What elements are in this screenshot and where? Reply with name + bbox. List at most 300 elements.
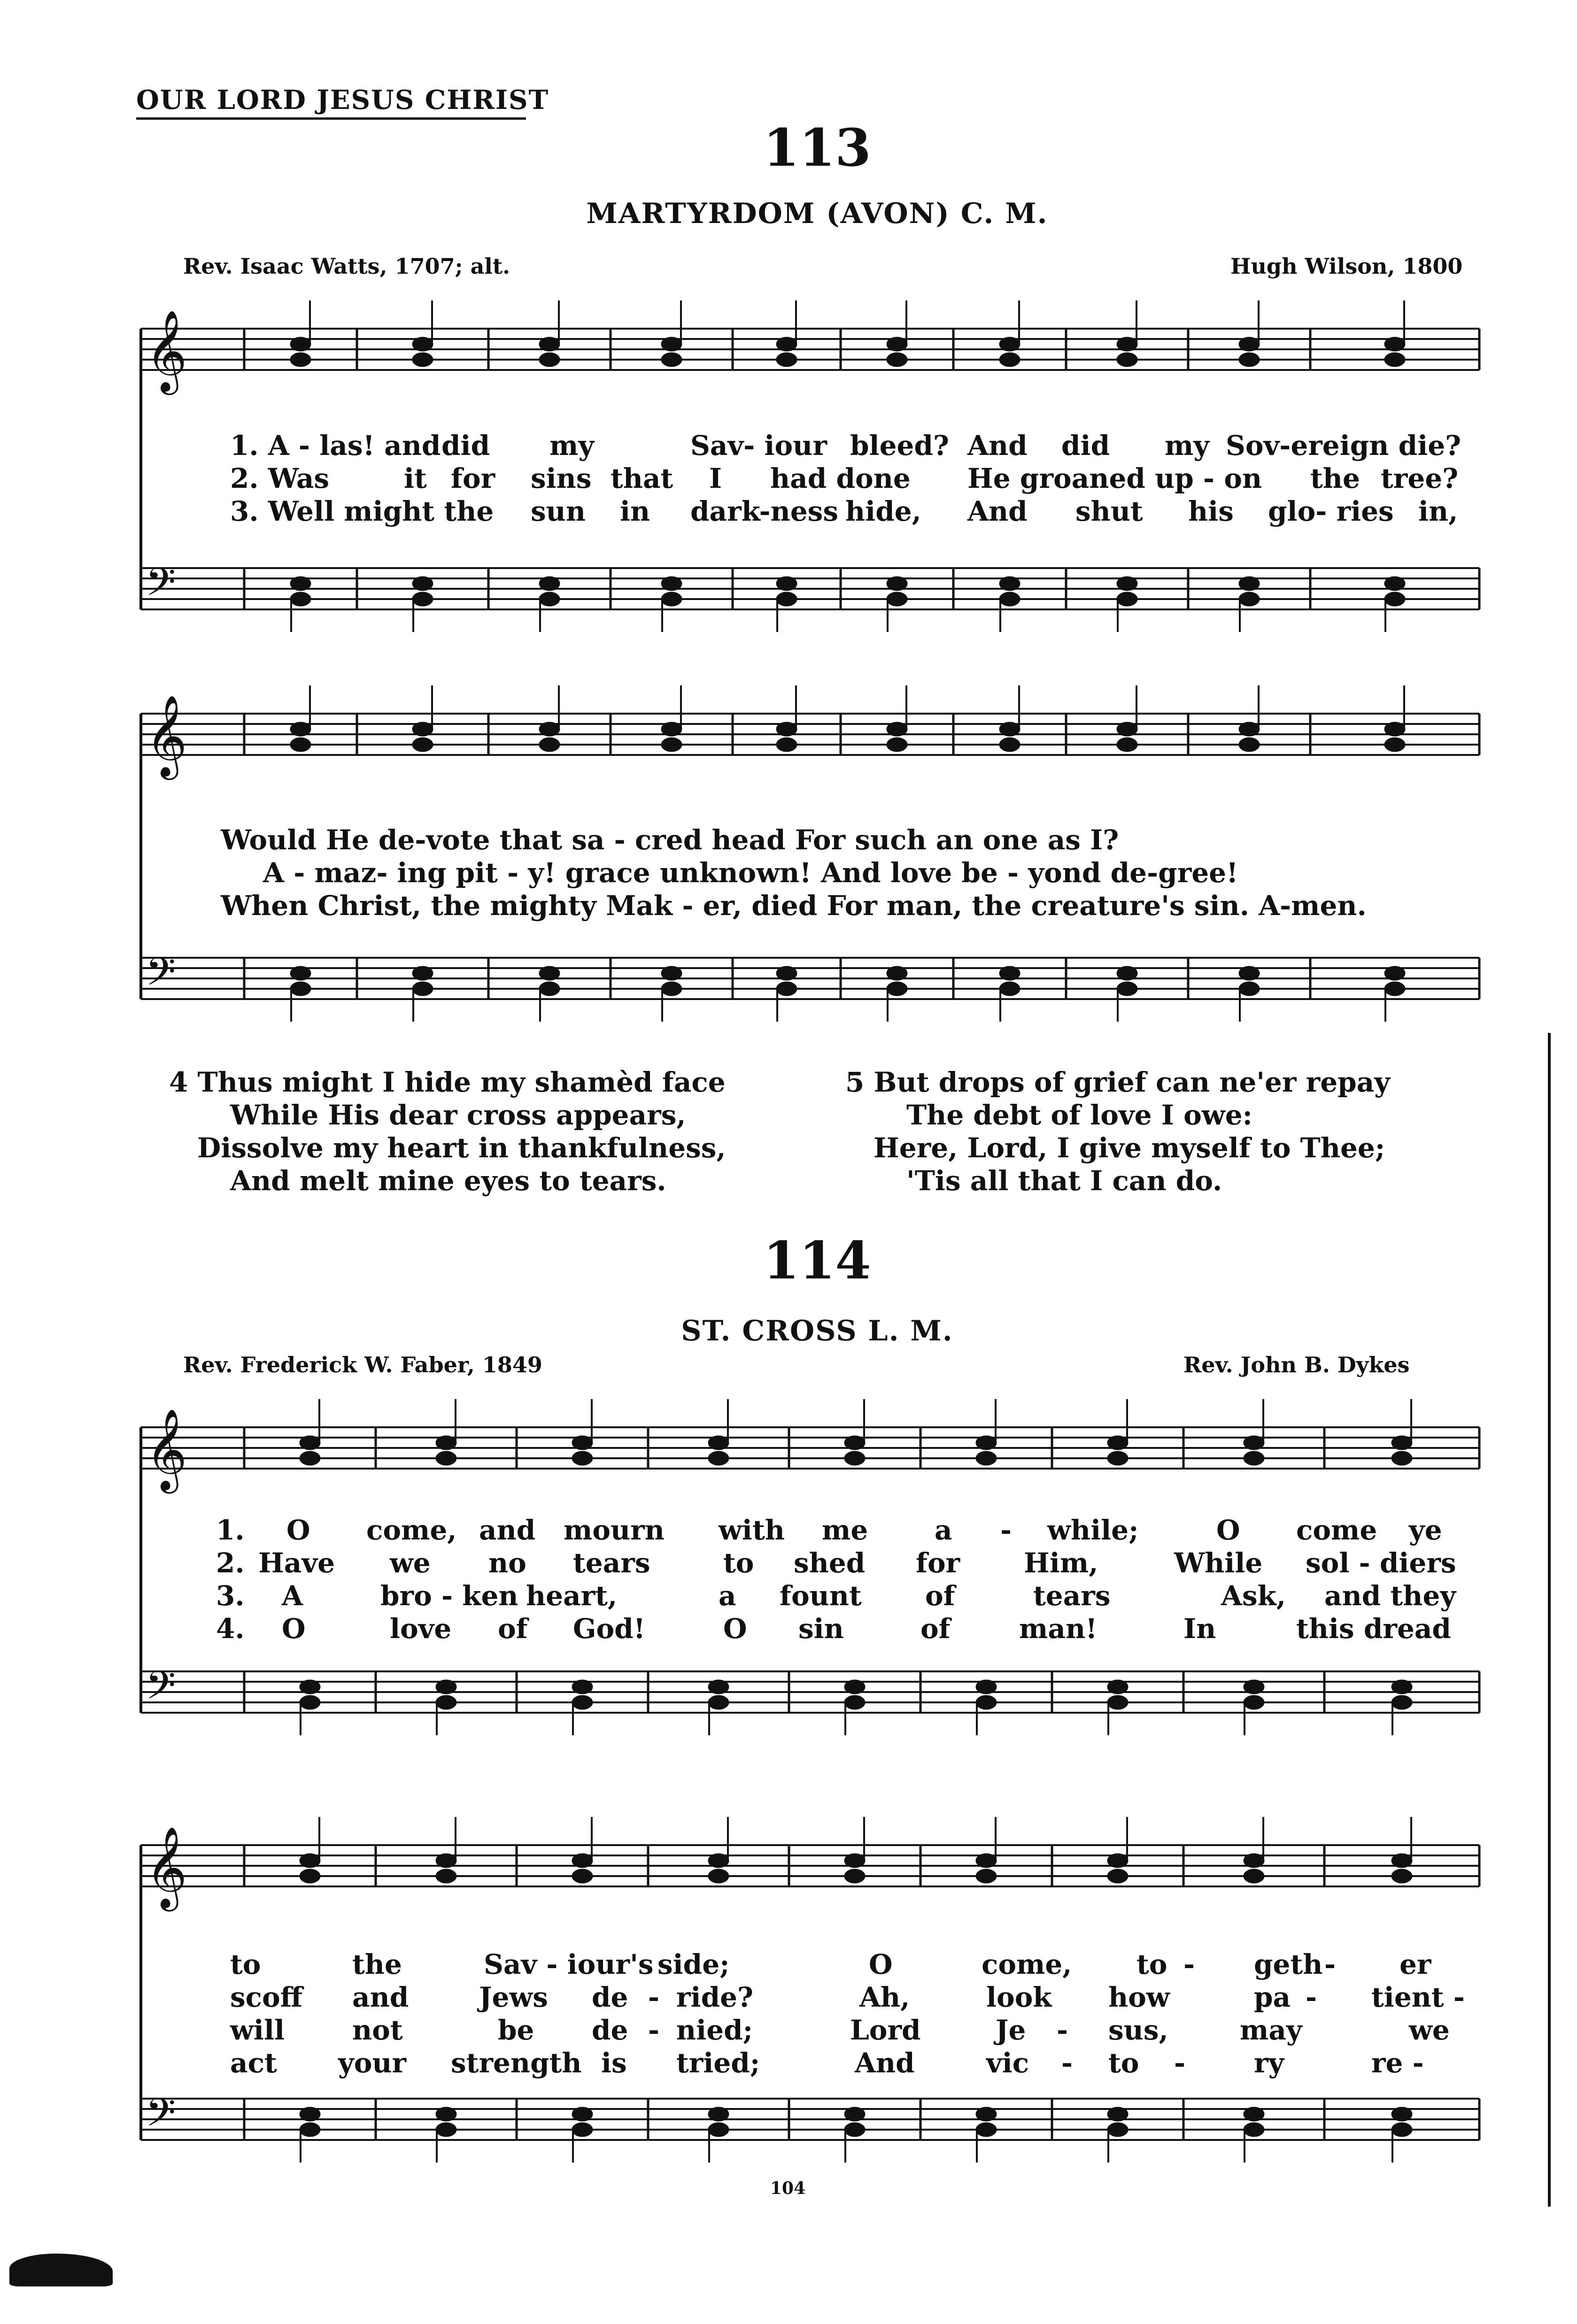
note-head [887,966,907,980]
hymn-113-sys2-line1 [141,824,1484,857]
note-head [1384,337,1405,351]
lyric: O [869,1948,893,1980]
lyric: will [230,2014,285,2046]
lyric: with [719,1514,785,1546]
note-head [776,353,797,367]
stanza-line: 'Tis all that I can do. [906,1165,1222,1197]
note-head [708,1854,729,1868]
note-head [436,2123,456,2137]
note-head [1244,1451,1264,1465]
lyric: de [592,2014,628,2046]
note-head [436,1854,456,1868]
lyric: 4. [216,1613,245,1645]
lyric: Sov-ereign die? [1226,430,1461,462]
lyric: - [1183,1948,1195,1980]
lyric: act [230,2047,277,2079]
note-head [661,982,682,996]
lyric: this dread [1296,1613,1451,1645]
lyric: glo- ries [1268,495,1394,527]
note-head [1239,966,1260,980]
note-head [661,966,682,980]
lyric: to [723,1547,754,1579]
treble-clef-icon: 𝄞 [146,1408,187,1490]
lyric: my [1165,430,1210,462]
lyric: 1. [216,1514,245,1546]
note-head [1244,1436,1264,1450]
note-head [300,2123,320,2137]
lyric: - [1000,1514,1012,1546]
lyric: sol - diers [1306,1547,1456,1579]
lyric: geth [1254,1948,1323,1980]
bass-clef-icon: 𝄢 [146,949,176,1004]
note-head [887,592,907,606]
note-head [999,577,1020,591]
lyric: for [451,462,495,494]
note-head [412,577,433,591]
note-head [661,722,682,736]
hymn-114-composer: Rev. John B. Dykes [1183,1352,1410,1377]
note-head [976,1854,997,1868]
note-head [887,738,907,752]
note-head [661,337,682,351]
lyric: to [230,1948,261,1980]
note-head [1107,1869,1128,1883]
note-head [976,1680,997,1694]
hymn-113-sys1-line2 [141,462,1484,495]
note-head [844,1854,865,1868]
note-head [572,2107,593,2121]
lyric: not [352,2014,403,2046]
note-head [572,2123,593,2137]
lyric: Have [258,1547,335,1579]
lyric: A [282,1580,303,1612]
lyric: of [498,1613,528,1645]
lyric: tient - [1371,1981,1465,2013]
note-head [776,738,797,752]
note-head [412,982,433,996]
lyric: bro - ken [380,1580,518,1612]
note-head [290,738,311,752]
note-head [1239,337,1260,351]
note-head [436,1869,456,1883]
note-head [539,738,560,752]
note-head [436,1451,456,1465]
lyric: love [390,1613,452,1645]
note-head [708,1869,729,1883]
lyric: Sav- iour [690,430,827,462]
lyric: is [601,2047,627,2079]
note-head [1117,982,1137,996]
note-head [1107,2123,1128,2137]
note-head [290,592,311,606]
note-head [436,1436,456,1450]
hymn-113-author: Rev. Isaac Watts, 1707; alt. [183,254,510,279]
lyric: come, [982,1948,1072,1980]
note-head [1391,1436,1412,1450]
note-head [1391,1451,1412,1465]
lyric: did [1061,430,1110,462]
stanza-line: 5 But drops of grief can ne'er repay [845,1066,1390,1098]
note-head [1384,592,1405,606]
note-head [661,353,682,367]
note-head [1107,1436,1128,1450]
lyric: sun [531,495,586,527]
note-head [572,1869,593,1883]
hymn-114-author: Rev. Frederick W. Faber, 1849 [183,1352,542,1377]
note-head [1384,738,1405,752]
note-head [539,337,560,351]
lyric: of [925,1580,955,1612]
lyric: to [1136,1948,1167,1980]
note-head [300,1869,320,1883]
lyric: I [709,462,722,494]
lyric: mourn [564,1514,665,1546]
note-head [300,2107,320,2121]
note-head [999,353,1020,367]
note-head [290,353,311,367]
lyric: for [916,1547,960,1579]
note-head [1117,966,1137,980]
lyric: pa [1254,1981,1291,2013]
note-head [1117,353,1137,367]
lyric: Would He de-vote that sa - cred head For such an one as I? [221,824,1119,856]
note-head [539,722,560,736]
note-head [290,722,311,736]
lyric: his [1188,495,1234,527]
lyric: shed [794,1547,866,1579]
note-head [1244,1680,1264,1694]
stanza-line: 4 Thus might I hide my shamèd face [169,1066,726,1098]
hymn-113-sys2-line3 [141,890,1484,923]
note-head [1239,982,1260,996]
note-head [290,337,311,351]
note-head [1384,577,1405,591]
note-head [1107,2107,1128,2121]
note-head [708,1436,729,1450]
lyric: - [1057,2014,1068,2046]
bass-clef-icon: 𝄢 [146,2090,176,2145]
note-head [1384,722,1405,736]
lyric: come [1296,1514,1377,1546]
hymn-114-sys1-line4 [141,1613,1484,1646]
lyric: man! [1019,1613,1098,1645]
note-head [1117,722,1137,736]
note-head [1391,1695,1412,1709]
lyric: - [648,2014,660,2046]
lyric: He groaned up - on [967,462,1262,494]
note-head [999,337,1020,351]
note-head [844,1451,865,1465]
lyric: the [352,1948,402,1980]
lyric: bleed? [850,430,949,462]
stanza-line: While His dear cross appears, [230,1099,686,1131]
note-head [1239,577,1260,591]
lyric: In [1183,1613,1216,1645]
note-head [776,966,797,980]
note-head [1244,1695,1264,1709]
note-head [887,353,907,367]
note-head [1107,1854,1128,1868]
lyric: a [719,1580,736,1612]
note-head [1239,738,1260,752]
lyric: - [648,1981,660,2013]
note-head [436,1695,456,1709]
note-head [1391,2123,1412,2137]
lyric: and they [1324,1580,1456,1612]
lyric: 1. A - las! and [230,430,441,462]
page-number: 104 [770,2178,806,2198]
lyric: had done [770,462,911,494]
note-head [572,1695,593,1709]
lyric: Jews [479,1981,548,2013]
note-head [708,1695,729,1709]
note-head [844,1680,865,1694]
note-head [436,2107,456,2121]
lyric: we [1409,2014,1450,2046]
lyric: God! [573,1613,646,1645]
hymn-113-tune: MARTYRDOM (AVON) C. M. [586,197,1048,230]
lyric: heart, [526,1580,618,1612]
lyric: and [479,1514,536,1546]
lyric: Ask, [1221,1580,1286,1612]
lyric: O [723,1613,747,1645]
note-head [976,2107,997,2121]
lyric: it [404,462,427,494]
stanza-line: And melt mine eyes to tears. [230,1165,666,1197]
lyric: - [1174,2047,1186,2079]
note-head [539,982,560,996]
hymn-114-sys1-line3 [141,1580,1484,1613]
note-head [1117,337,1137,351]
lyric: When Christ, the mighty Mak - er, died For man, the creature's sin. A-men. [221,890,1367,922]
note-head [999,982,1020,996]
lyric: be [498,2014,534,2046]
treble-clef-icon: 𝄞 [146,310,187,392]
stanza-line: Dissolve my heart in thankfulness, [197,1132,726,1164]
note-head [572,1854,593,1868]
lyric: sins [531,462,592,494]
note-head [776,722,797,736]
lyric: how [1108,1981,1170,2013]
lyric: me [822,1514,868,1546]
note-head [1117,577,1137,591]
note-head [844,2107,865,2121]
note-head [708,2107,729,2121]
section-header: OUR LORD JESUS CHRIST [136,85,549,115]
hymn-113-sys2-line2 [141,857,1484,890]
note-head [776,337,797,351]
lyric: scoff [230,1981,303,2013]
note-head [844,1436,865,1450]
note-head [887,722,907,736]
lyric: in, [1418,495,1458,527]
note-head [1384,353,1405,367]
treble-clef-icon: 𝄞 [146,695,187,777]
note-head [1239,353,1260,367]
note-head [887,982,907,996]
lyric: vic [986,2047,1029,2079]
note-head [290,577,311,591]
lyric: sus, [1108,2014,1168,2046]
lyric: to [1108,2047,1139,2079]
note-head [412,337,433,351]
lyric: And [967,430,1028,462]
note-head [708,2123,729,2137]
lyric: nied; [676,2014,753,2046]
note-head [661,592,682,606]
lyric: Him, [1024,1547,1098,1579]
note-head [572,1436,593,1450]
note-head [844,1695,865,1709]
hymn-113-composer: Hugh Wilson, 1800 [1230,254,1463,279]
note-head [290,982,311,996]
note-head [776,577,797,591]
lyric: tried; [676,2047,760,2079]
lyric: the [1310,462,1360,494]
note-head [1384,966,1405,980]
binding-edge-line [1548,1033,1551,2207]
lyric: ry [1254,2047,1284,2079]
lyric: did [441,430,490,462]
lyric: - [1324,1948,1336,1980]
stanza-line: Here, Lord, I give myself to Thee; [874,1132,1385,1164]
note-head [708,1451,729,1465]
lyric: O [282,1613,306,1645]
lyric: fount [780,1580,862,1612]
note-head [1391,1680,1412,1694]
lyric: your [338,2047,407,2079]
note-head [300,1451,320,1465]
lyric: Je [996,2014,1026,2046]
lyric: - [1061,2047,1073,2079]
lyric: er [1399,1948,1431,1980]
lyric: - [1306,1981,1317,2013]
lyric: may [1240,2014,1302,2046]
note-head [661,577,682,591]
note-head [1391,1854,1412,1868]
hymn-113-stanza-4 [169,1066,726,1197]
lyric: shut [1075,495,1143,527]
lyric: that [611,462,673,494]
note-head [572,1451,593,1465]
hymn-114-sys2-line3 [141,2014,1484,2047]
hymn-113-sys1-line3 [141,495,1484,528]
note-head [661,738,682,752]
note-head [976,1869,997,1883]
note-head [539,592,560,606]
note-head [1239,722,1260,736]
lyric: 3. Well might the [230,495,494,527]
note-head [412,353,433,367]
note-head [999,966,1020,980]
lyric: tears [573,1547,650,1579]
note-head [1391,1869,1412,1883]
note-head [999,592,1020,606]
note-head [776,982,797,996]
hymn-113-number: 113 [763,117,871,178]
note-head [1244,2107,1264,2121]
lyric: we [390,1547,431,1579]
note-head [539,353,560,367]
lyric: While [1174,1547,1263,1579]
note-head [436,1680,456,1694]
lyric: hide, [845,495,921,527]
lyric: re - [1371,2047,1424,2079]
lyric: ye [1409,1514,1442,1546]
note-head [1107,1695,1128,1709]
lyric: 3. [216,1580,245,1612]
note-head [1391,2107,1412,2121]
note-head [1107,1451,1128,1465]
note-head [1244,1869,1264,1883]
lyric: and [352,1981,409,2013]
hymn-113-sys1-line1 [141,430,1484,462]
note-head [1244,2123,1264,2137]
note-head [1239,592,1260,606]
lyric: dark-ness [690,495,838,527]
note-head [300,1436,320,1450]
bass-clef-icon: 𝄢 [146,1662,176,1717]
lyric: And [967,495,1028,527]
note-head [290,966,311,980]
note-head [844,2123,865,2137]
lyric: Lord [850,2014,921,2046]
note-head [1107,1680,1128,1694]
lyric: come, [366,1514,457,1546]
note-head [976,1436,997,1450]
note-head [1117,592,1137,606]
hymn-114-number: 114 [763,1230,871,1291]
hymn-113-stanza-5 [845,1066,1390,1197]
note-head [412,738,433,752]
lyric: no [488,1547,526,1579]
note-head [708,1680,729,1694]
hymn-114-sys1-line1 [141,1514,1484,1547]
note-head [776,592,797,606]
lyric: Ah, [859,1981,910,2013]
lyric: my [549,430,595,462]
lyric: side; [657,1948,730,1980]
note-head [1244,1854,1264,1868]
note-head [412,592,433,606]
note-head [539,577,560,591]
lyric: of [920,1613,951,1645]
lyric: tree? [1381,462,1459,494]
note-head [844,1869,865,1883]
lyric: sin [798,1613,844,1645]
note-head [300,1854,320,1868]
lyric: And [855,2047,915,2079]
lyric: while; [1047,1514,1139,1546]
lyric: ride? [676,1981,754,2013]
lyric: look [986,1981,1052,2013]
note-head [999,722,1020,736]
lyric: O [286,1514,310,1546]
hymn-114-sys2-line1 [141,1948,1484,1981]
hymn-114-sys1-line2 [141,1547,1484,1580]
lyric: 2. [216,1547,245,1579]
bass-clef-icon: 𝄢 [146,559,176,614]
note-head [300,1680,320,1694]
lyric: A - maz- ing pit - y! grace unknown! And love be - yond de-gree! [263,857,1238,889]
note-head [887,577,907,591]
note-head [976,1451,997,1465]
note-head [887,337,907,351]
note-head [412,966,433,980]
hymn-114-sys2-line4 [141,2047,1484,2080]
note-head [976,2123,997,2137]
note-head [1117,738,1137,752]
